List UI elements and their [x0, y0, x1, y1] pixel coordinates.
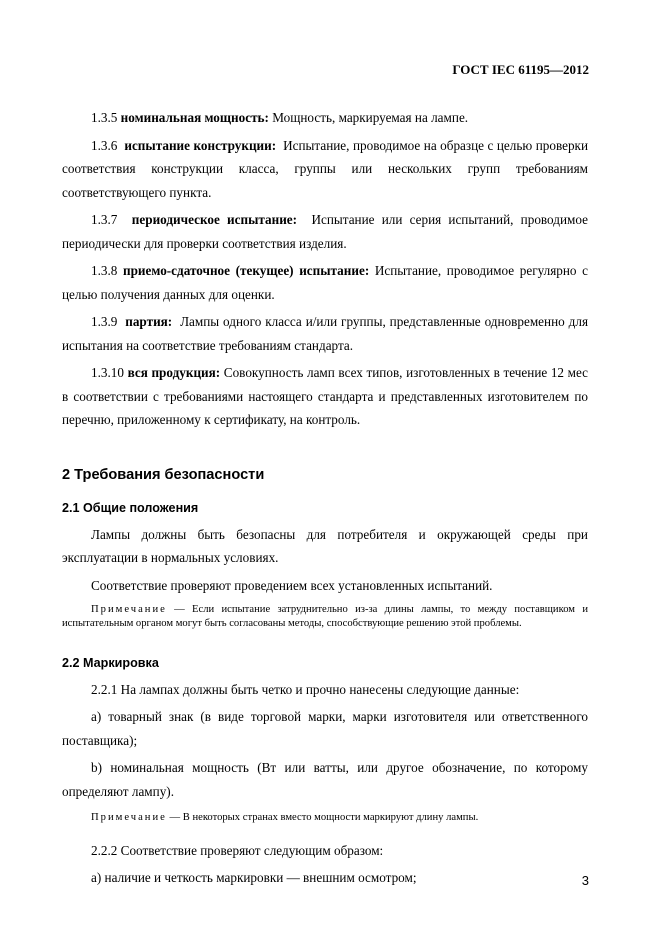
definition-1-3-10 [62, 361, 588, 432]
definition-1-3-6 [62, 134, 588, 205]
clause-number: 1.3.10 [91, 365, 124, 380]
definition-1-3-7 [62, 208, 588, 255]
subsection-heading: 2.2 Маркировка [62, 656, 159, 670]
document-header: ГОСТ IEC 61195—2012 [452, 62, 589, 77]
definition-1-3-9 [62, 310, 588, 357]
page-number: 3 [581, 873, 589, 888]
clause-number: 1.3.5 [91, 110, 118, 125]
clause-number: 1.3.8 [91, 263, 118, 278]
definition-text: Совокупность ламп всех типов, изготовленных в течение 12 мес в соответствии с требованиями настоящего стандарта и представленных изготовителем по перечню, приложенному к сертификату, на контроль. [62, 365, 589, 427]
note-text: — Если испытание затруднительно из-за длины лампы, то между поставщиком и испытательным органом могут быть согласованы методы, способствующие решению этой проблемы. [62, 604, 588, 629]
term: периодическое испытание: [131, 212, 298, 227]
paragraph: Соответствие проверяют проведением всех установленных испытаний. [91, 577, 493, 593]
term: испытание конструкции: [124, 137, 277, 153]
definition-text: Лампы одного класса и/или группы, представленные одновременно для испытания на соответствие требованиям стандарта. [62, 314, 589, 353]
term: номинальная мощность: [120, 110, 269, 125]
term: вся продукция: [127, 365, 221, 380]
note [62, 603, 588, 630]
list-item: b) номинальная мощность (Вт или ватты, или другое обозначение, по которому определяют лампу). [62, 760, 588, 799]
note-label: Примечание [91, 812, 167, 823]
paragraph: 2.2.2 Соответствие проверяют следующим образом: [91, 842, 384, 858]
note-text: — В некоторых странах вместо мощности маркируют длину лампы. [169, 812, 479, 823]
page-content [62, 106, 588, 890]
paragraph: Лампы должны быть безопасны для потребителя и окружающей среды при эксплуатации в нормальных условиях. [62, 526, 588, 565]
definition-text: Испытание, проводимое регулярно с целью получения данных для оценки. [62, 263, 588, 302]
definition-text: Испытание, проводимое на образце с целью проверки соответствия конструкции класса, группы или нескольких групп требованиям соответствующего пункта. [62, 137, 589, 200]
term: партия: [125, 314, 173, 329]
definition-1-3-5 [62, 106, 588, 130]
subsection-heading: 2.1 Общие положения [62, 501, 199, 515]
definition-text: Мощность, маркируемая на лампе. [272, 110, 469, 125]
paragraph: 2.2.1 На лампах должны быть четко и прочно нанесены следующие данные: [91, 681, 520, 697]
clause-number: 1.3.7 [91, 212, 118, 227]
clause-number: 1.3.9 [91, 314, 118, 329]
definition-1-3-8 [62, 259, 588, 306]
definition-text: Испытание или серия испытаний, проводимое периодически для проверки соответствия изделия. [62, 212, 588, 251]
note-label: Примечание [91, 604, 167, 615]
note [62, 811, 588, 825]
section-heading: 2 Требования безопасности [62, 466, 265, 483]
clause-number: 1.3.6 [91, 137, 118, 153]
list-item: а) наличие и четкость маркировки — внешним осмотром; [91, 870, 417, 885]
term: приемо-сдаточное (текущее) испытание: [123, 263, 370, 278]
list-item: а) товарный знак (в виде торговой марки, марки изготовителя или ответственного поставщика); [62, 709, 588, 748]
